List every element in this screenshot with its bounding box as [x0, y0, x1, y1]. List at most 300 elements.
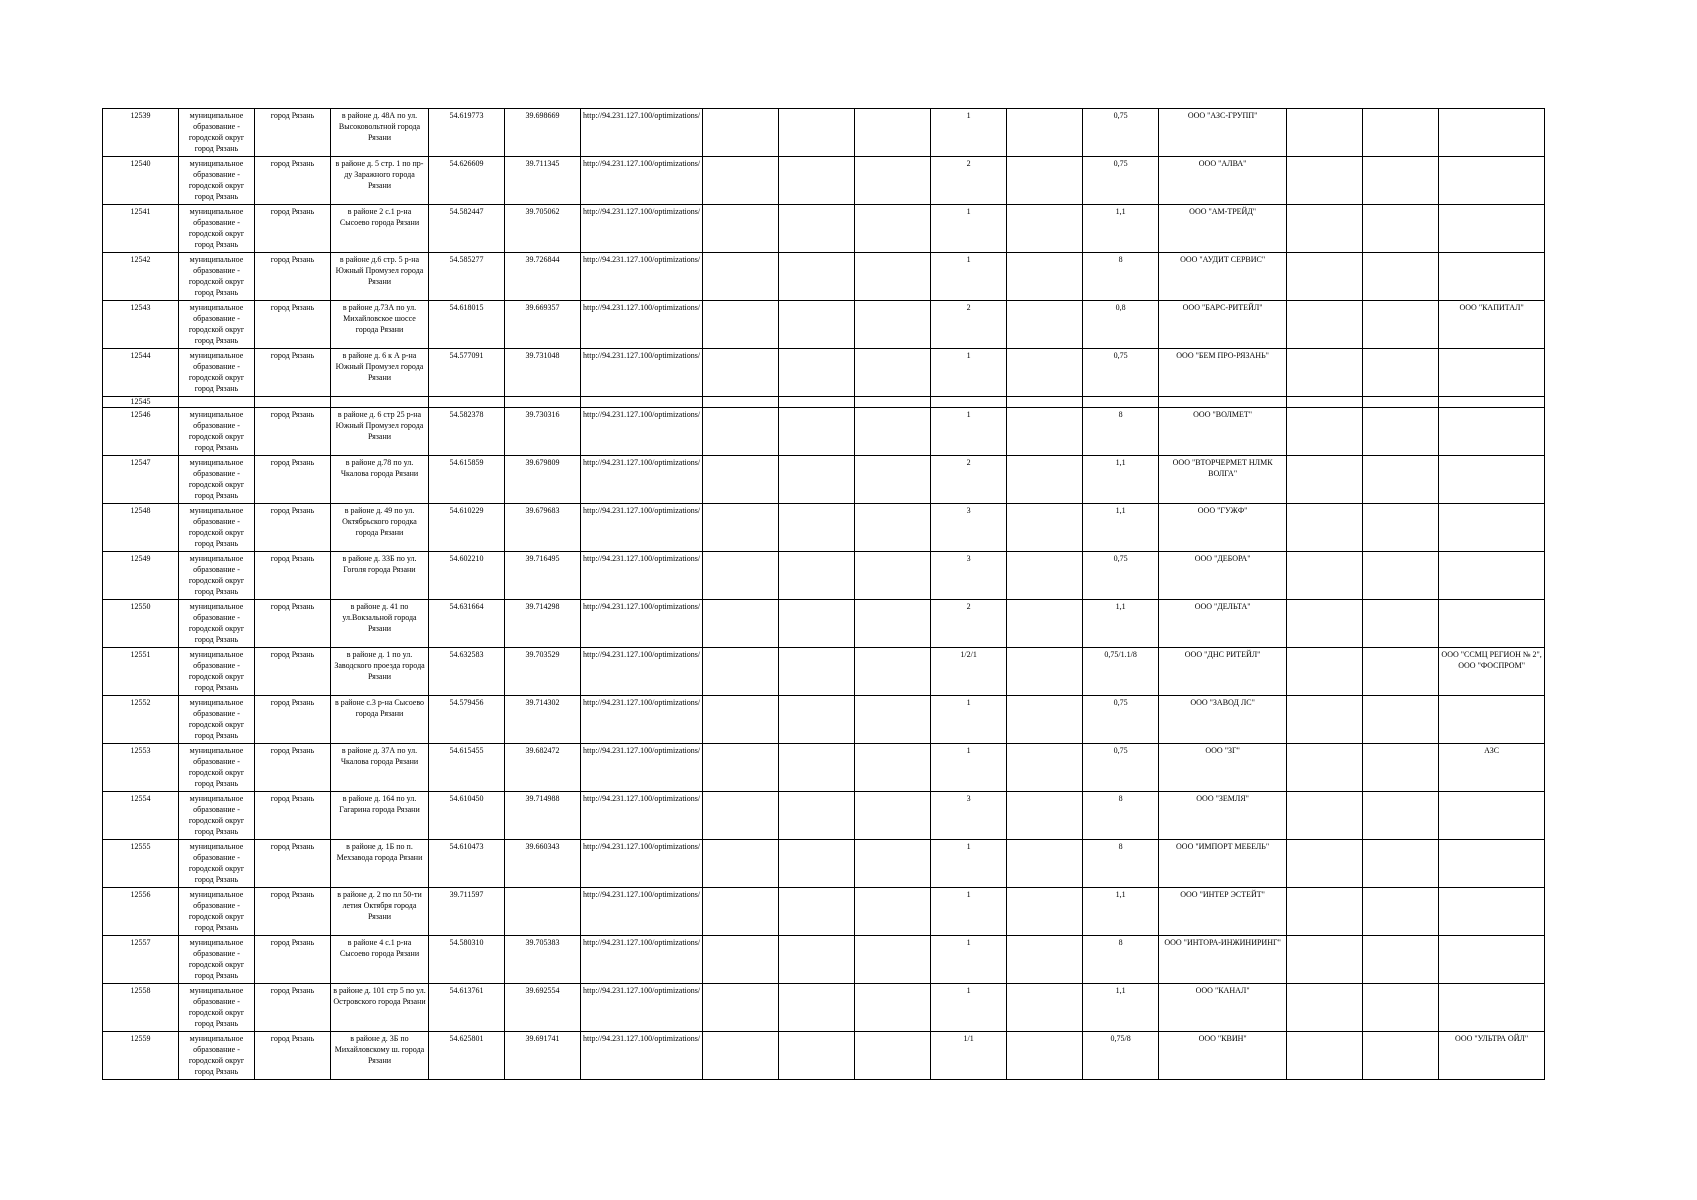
address-cell: в районе 2 с.1 р-на Сысоево города Рязани	[331, 205, 429, 253]
empty-cell	[1363, 408, 1439, 456]
empty-cell	[855, 157, 931, 205]
additional-org-cell	[1439, 696, 1545, 744]
table-row	[103, 157, 1545, 205]
empty-cell	[855, 888, 931, 936]
empty-cell	[1363, 349, 1439, 397]
empty-cell	[1287, 792, 1363, 840]
empty-cell	[779, 397, 855, 408]
container-volume-cell	[1083, 397, 1159, 408]
table-row	[103, 600, 1545, 648]
municipality-type-cell: муниципальное образование - городской округ город Рязань	[179, 984, 255, 1032]
empty-cell	[855, 205, 931, 253]
url-cell: http://94.231.127.100/optimizations/	[581, 888, 703, 936]
container-count-cell: 1	[931, 984, 1007, 1032]
empty-cell	[703, 456, 779, 504]
city-cell: город Рязань	[255, 157, 331, 205]
city-cell: город Рязань	[255, 1032, 331, 1080]
row-number-cell: 12539	[103, 109, 179, 157]
organization-cell: ООО "КВИН"	[1159, 1032, 1287, 1080]
city-cell: город Рязань	[255, 936, 331, 984]
container-volume-cell: 0,75/1.1/8	[1083, 648, 1159, 696]
empty-cell	[1287, 349, 1363, 397]
organization-cell: ООО "ЗЕМЛЯ"	[1159, 792, 1287, 840]
empty-cell	[855, 408, 931, 456]
city-cell: город Рязань	[255, 696, 331, 744]
additional-org-cell	[1439, 408, 1545, 456]
row-number-cell: 12546	[103, 408, 179, 456]
table-row	[103, 648, 1545, 696]
empty-cell	[1287, 984, 1363, 1032]
longitude-cell: 39.703529	[505, 648, 581, 696]
empty-cell	[703, 888, 779, 936]
empty-cell	[1007, 792, 1083, 840]
empty-cell	[703, 840, 779, 888]
empty-cell	[1287, 109, 1363, 157]
city-cell	[255, 397, 331, 408]
city-cell: город Рязань	[255, 648, 331, 696]
organization-cell: ООО "ГУЖФ"	[1159, 504, 1287, 552]
empty-cell	[703, 744, 779, 792]
empty-cell	[1007, 888, 1083, 936]
longitude-cell	[505, 888, 581, 936]
empty-cell	[855, 744, 931, 792]
url-cell: http://94.231.127.100/optimizations/	[581, 936, 703, 984]
latitude-cell: 54.626609	[429, 157, 505, 205]
url-cell: http://94.231.127.100/optimizations/	[581, 792, 703, 840]
empty-cell	[1363, 792, 1439, 840]
table-row	[103, 301, 1545, 349]
container-count-cell: 3	[931, 504, 1007, 552]
empty-cell	[1363, 648, 1439, 696]
url-cell: http://94.231.127.100/optimizations/	[581, 301, 703, 349]
container-volume-cell: 1,1	[1083, 600, 1159, 648]
municipality-type-cell: муниципальное образование - городской округ город Рязань	[179, 456, 255, 504]
row-number-cell: 12549	[103, 552, 179, 600]
empty-cell	[855, 840, 931, 888]
container-count-cell	[931, 397, 1007, 408]
city-cell: город Рязань	[255, 744, 331, 792]
municipality-type-cell: муниципальное образование - городской округ город Рязань	[179, 504, 255, 552]
additional-org-cell: ООО "УЛЬТРА ОЙЛ"	[1439, 1032, 1545, 1080]
registry-table	[102, 108, 1545, 1080]
table-row	[103, 504, 1545, 552]
empty-cell	[1363, 600, 1439, 648]
url-cell	[581, 397, 703, 408]
empty-cell	[703, 157, 779, 205]
organization-cell: ООО "ЗАВОД ЛС"	[1159, 696, 1287, 744]
empty-cell	[855, 984, 931, 1032]
container-volume-cell: 1,1	[1083, 456, 1159, 504]
municipality-type-cell: муниципальное образование - городской округ город Рязань	[179, 840, 255, 888]
latitude-cell: 54.632583	[429, 648, 505, 696]
empty-cell	[855, 109, 931, 157]
organization-cell: ООО "ВОЛМЕТ"	[1159, 408, 1287, 456]
empty-cell	[855, 253, 931, 301]
longitude-cell: 39.660343	[505, 840, 581, 888]
row-number-cell: 12545	[103, 397, 179, 408]
empty-cell	[855, 648, 931, 696]
empty-cell	[779, 552, 855, 600]
table-row	[103, 349, 1545, 397]
row-number-cell: 12555	[103, 840, 179, 888]
empty-cell	[1363, 936, 1439, 984]
longitude-cell: 39.698669	[505, 109, 581, 157]
url-cell: http://94.231.127.100/optimizations/	[581, 408, 703, 456]
empty-cell	[703, 205, 779, 253]
organization-cell: ООО "ДЕБОРА"	[1159, 552, 1287, 600]
empty-cell	[779, 1032, 855, 1080]
latitude-cell: 54.580310	[429, 936, 505, 984]
container-count-cell: 1/2/1	[931, 648, 1007, 696]
empty-cell	[1363, 109, 1439, 157]
empty-cell	[1007, 600, 1083, 648]
url-cell: http://94.231.127.100/optimizations/	[581, 109, 703, 157]
additional-org-cell	[1439, 792, 1545, 840]
container-count-cell: 1	[931, 253, 1007, 301]
container-count-cell: 3	[931, 552, 1007, 600]
additional-org-cell	[1439, 600, 1545, 648]
empty-cell	[779, 253, 855, 301]
row-number-cell: 12554	[103, 792, 179, 840]
container-count-cell: 1	[931, 109, 1007, 157]
empty-cell	[855, 349, 931, 397]
additional-org-cell	[1439, 504, 1545, 552]
url-cell: http://94.231.127.100/optimizations/	[581, 1032, 703, 1080]
empty-cell	[1007, 253, 1083, 301]
empty-cell	[703, 397, 779, 408]
url-cell: http://94.231.127.100/optimizations/	[581, 744, 703, 792]
container-count-cell: 2	[931, 456, 1007, 504]
url-cell: http://94.231.127.100/optimizations/	[581, 253, 703, 301]
container-volume-cell: 0,75/8	[1083, 1032, 1159, 1080]
table-row	[103, 1032, 1545, 1080]
container-count-cell: 3	[931, 792, 1007, 840]
container-volume-cell: 8	[1083, 408, 1159, 456]
additional-org-cell: АЗС	[1439, 744, 1545, 792]
address-cell: в районе д. 48А по ул. Высоковольтной города Рязани	[331, 109, 429, 157]
empty-cell	[703, 936, 779, 984]
additional-org-cell	[1439, 936, 1545, 984]
empty-cell	[1007, 109, 1083, 157]
organization-cell: ООО "АЛВА"	[1159, 157, 1287, 205]
empty-cell	[703, 984, 779, 1032]
row-number-cell: 12540	[103, 157, 179, 205]
empty-cell	[1007, 1032, 1083, 1080]
empty-cell	[779, 696, 855, 744]
municipality-type-cell: муниципальное образование - городской округ город Рязань	[179, 205, 255, 253]
city-cell: город Рязань	[255, 792, 331, 840]
address-cell: в районе д. 1 по ул. Заводского проезда города Рязани	[331, 648, 429, 696]
empty-cell	[703, 648, 779, 696]
row-number-cell: 12556	[103, 888, 179, 936]
address-cell: в районе д. 6 к А р-на Южный Промузел города Рязани	[331, 349, 429, 397]
empty-cell	[1007, 744, 1083, 792]
empty-cell	[855, 1032, 931, 1080]
row-number-cell: 12550	[103, 600, 179, 648]
table-row	[103, 984, 1545, 1032]
organization-cell: ООО "ЗГ"	[1159, 744, 1287, 792]
empty-cell	[1007, 984, 1083, 1032]
table-row	[103, 552, 1545, 600]
empty-cell	[779, 349, 855, 397]
organization-cell: ООО "БАРС-РИТЕЙЛ"	[1159, 301, 1287, 349]
empty-cell	[703, 552, 779, 600]
additional-org-cell	[1439, 253, 1545, 301]
additional-org-cell: ООО "ССМЦ РЕГИОН № 2", ООО "ФОСПРОМ"	[1439, 648, 1545, 696]
empty-cell	[1287, 157, 1363, 205]
latitude-cell: 54.577091	[429, 349, 505, 397]
longitude-cell: 39.705383	[505, 936, 581, 984]
empty-cell	[855, 552, 931, 600]
container-volume-cell: 0,75	[1083, 349, 1159, 397]
table-row	[103, 253, 1545, 301]
url-cell: http://94.231.127.100/optimizations/	[581, 552, 703, 600]
municipality-type-cell: муниципальное образование - городской округ город Рязань	[179, 600, 255, 648]
empty-cell	[703, 253, 779, 301]
city-cell: город Рязань	[255, 552, 331, 600]
container-volume-cell: 0,75	[1083, 109, 1159, 157]
municipality-type-cell: муниципальное образование - городской округ город Рязань	[179, 792, 255, 840]
additional-org-cell	[1439, 157, 1545, 205]
additional-org-cell	[1439, 109, 1545, 157]
row-number-cell: 12542	[103, 253, 179, 301]
latitude-cell: 54.613761	[429, 984, 505, 1032]
empty-cell	[855, 792, 931, 840]
additional-org-cell	[1439, 840, 1545, 888]
empty-cell	[779, 744, 855, 792]
empty-cell	[703, 696, 779, 744]
empty-cell	[855, 301, 931, 349]
row-number-cell: 12544	[103, 349, 179, 397]
row-number-cell: 12547	[103, 456, 179, 504]
additional-org-cell	[1439, 456, 1545, 504]
organization-cell: ООО "ДЕЛЬТА"	[1159, 600, 1287, 648]
address-cell: в районе д. 2 по пл 50-ти летия Октября города Рязани	[331, 888, 429, 936]
empty-cell	[855, 600, 931, 648]
empty-cell	[1363, 157, 1439, 205]
latitude-cell: 54.585277	[429, 253, 505, 301]
container-count-cell: 1	[931, 408, 1007, 456]
longitude-cell: 39.731048	[505, 349, 581, 397]
city-cell: город Рязань	[255, 600, 331, 648]
row-number-cell: 12553	[103, 744, 179, 792]
url-cell: http://94.231.127.100/optimizations/	[581, 504, 703, 552]
empty-cell	[779, 408, 855, 456]
additional-org-cell	[1439, 349, 1545, 397]
container-count-cell: 1	[931, 888, 1007, 936]
empty-cell	[1007, 205, 1083, 253]
url-cell: http://94.231.127.100/optimizations/	[581, 349, 703, 397]
latitude-cell: 54.618015	[429, 301, 505, 349]
latitude-cell: 54.619773	[429, 109, 505, 157]
url-cell: http://94.231.127.100/optimizations/	[581, 157, 703, 205]
organization-cell	[1159, 397, 1287, 408]
empty-cell	[703, 109, 779, 157]
row-number-cell: 12559	[103, 1032, 179, 1080]
empty-cell	[1363, 1032, 1439, 1080]
city-cell: город Рязань	[255, 456, 331, 504]
empty-cell	[1363, 888, 1439, 936]
city-cell: город Рязань	[255, 205, 331, 253]
empty-cell	[855, 936, 931, 984]
container-volume-cell: 8	[1083, 792, 1159, 840]
additional-org-cell	[1439, 205, 1545, 253]
table-row	[103, 408, 1545, 456]
latitude-cell: 54.610450	[429, 792, 505, 840]
empty-cell	[703, 600, 779, 648]
container-count-cell: 1	[931, 840, 1007, 888]
empty-cell	[1287, 600, 1363, 648]
empty-cell	[779, 600, 855, 648]
empty-cell	[779, 504, 855, 552]
empty-cell	[779, 792, 855, 840]
longitude-cell: 39.705062	[505, 205, 581, 253]
longitude-cell: 39.669357	[505, 301, 581, 349]
empty-cell	[779, 648, 855, 696]
latitude-cell: 54.579456	[429, 696, 505, 744]
address-cell: в районе с.3 р-на Сысоево города Рязани	[331, 696, 429, 744]
empty-cell	[1287, 408, 1363, 456]
url-cell: http://94.231.127.100/optimizations/	[581, 984, 703, 1032]
empty-cell	[703, 1032, 779, 1080]
container-volume-cell: 0,75	[1083, 744, 1159, 792]
address-cell: в районе д. 49 по ул. Октябрьского городка города Рязани	[331, 504, 429, 552]
longitude-cell	[505, 397, 581, 408]
additional-org-cell	[1439, 888, 1545, 936]
empty-cell	[1007, 552, 1083, 600]
latitude-cell: 54.582447	[429, 205, 505, 253]
address-cell: в районе д. 101 стр 5 по ул. Островского города Рязани	[331, 984, 429, 1032]
empty-cell	[1007, 504, 1083, 552]
municipality-type-cell: муниципальное образование - городской округ город Рязань	[179, 408, 255, 456]
row-number-cell: 12557	[103, 936, 179, 984]
empty-cell	[1007, 397, 1083, 408]
organization-cell: ООО "БЕМ ПРО-РЯЗАНЬ"	[1159, 349, 1287, 397]
empty-cell	[1287, 936, 1363, 984]
address-cell: в районе д. 164 по ул. Гагарина города Рязани	[331, 792, 429, 840]
city-cell: город Рязань	[255, 840, 331, 888]
city-cell: город Рязань	[255, 888, 331, 936]
latitude-cell: 39.711597	[429, 888, 505, 936]
row-number-cell: 12551	[103, 648, 179, 696]
empty-cell	[779, 984, 855, 1032]
empty-cell	[1363, 552, 1439, 600]
empty-cell	[1007, 936, 1083, 984]
longitude-cell: 39.691741	[505, 1032, 581, 1080]
empty-cell	[1287, 888, 1363, 936]
table-row	[103, 840, 1545, 888]
empty-cell	[1363, 456, 1439, 504]
empty-cell	[779, 205, 855, 253]
empty-cell	[779, 301, 855, 349]
container-count-cell: 1	[931, 744, 1007, 792]
empty-cell	[779, 840, 855, 888]
row-number-cell: 12543	[103, 301, 179, 349]
latitude-cell: 54.615455	[429, 744, 505, 792]
longitude-cell: 39.711345	[505, 157, 581, 205]
longitude-cell: 39.714298	[505, 600, 581, 648]
address-cell: в районе д.78 по ул. Чкалова города Рязани	[331, 456, 429, 504]
empty-cell	[779, 456, 855, 504]
empty-cell	[855, 696, 931, 744]
municipality-type-cell	[179, 397, 255, 408]
empty-cell	[1007, 349, 1083, 397]
table-row	[103, 456, 1545, 504]
container-volume-cell: 1,1	[1083, 888, 1159, 936]
empty-cell	[703, 504, 779, 552]
organization-cell: ООО "АЗС-ГРУПП"	[1159, 109, 1287, 157]
longitude-cell: 39.679683	[505, 504, 581, 552]
latitude-cell: 54.625801	[429, 1032, 505, 1080]
organization-cell: ООО "ИМПОРТ МЕБЕЛЬ"	[1159, 840, 1287, 888]
city-cell: город Рязань	[255, 408, 331, 456]
latitude-cell: 54.610473	[429, 840, 505, 888]
empty-cell	[1287, 744, 1363, 792]
municipality-type-cell: муниципальное образование - городской округ город Рязань	[179, 696, 255, 744]
additional-org-cell: ООО "КАПИТАЛ"	[1439, 301, 1545, 349]
container-volume-cell: 1,1	[1083, 504, 1159, 552]
latitude-cell: 54.615859	[429, 456, 505, 504]
empty-cell	[1007, 648, 1083, 696]
empty-cell	[703, 792, 779, 840]
empty-cell	[1287, 397, 1363, 408]
empty-cell	[1363, 253, 1439, 301]
additional-org-cell	[1439, 552, 1545, 600]
container-volume-cell: 8	[1083, 840, 1159, 888]
empty-cell	[1363, 301, 1439, 349]
empty-cell	[1287, 696, 1363, 744]
empty-cell	[1363, 205, 1439, 253]
empty-cell	[1363, 397, 1439, 408]
empty-cell	[1363, 984, 1439, 1032]
empty-cell	[1287, 648, 1363, 696]
url-cell: http://94.231.127.100/optimizations/	[581, 648, 703, 696]
municipality-type-cell: муниципальное образование - городской округ город Рязань	[179, 157, 255, 205]
organization-cell: ООО "ИНТОРА-ИНЖИНИРИНГ"	[1159, 936, 1287, 984]
empty-cell	[1007, 408, 1083, 456]
row-number-cell: 12541	[103, 205, 179, 253]
container-volume-cell: 1,1	[1083, 984, 1159, 1032]
container-volume-cell: 1,1	[1083, 205, 1159, 253]
latitude-cell: 54.631664	[429, 600, 505, 648]
empty-cell	[855, 456, 931, 504]
table-row	[103, 936, 1545, 984]
empty-cell	[855, 504, 931, 552]
address-cell	[331, 397, 429, 408]
latitude-cell: 54.602210	[429, 552, 505, 600]
container-count-cell: 1/1	[931, 1032, 1007, 1080]
table-row	[103, 792, 1545, 840]
empty-cell	[779, 936, 855, 984]
empty-cell	[1363, 744, 1439, 792]
municipality-type-cell: муниципальное образование - городской округ город Рязань	[179, 253, 255, 301]
municipality-type-cell: муниципальное образование - городской округ город Рязань	[179, 349, 255, 397]
empty-cell	[1287, 456, 1363, 504]
latitude-cell	[429, 397, 505, 408]
table-row	[103, 397, 1545, 408]
table-row	[103, 744, 1545, 792]
empty-cell	[1287, 205, 1363, 253]
empty-cell	[1287, 253, 1363, 301]
city-cell: город Рязань	[255, 301, 331, 349]
empty-cell	[1287, 552, 1363, 600]
organization-cell: ООО "ИНТЕР ЭСТЕЙТ"	[1159, 888, 1287, 936]
container-count-cell: 2	[931, 600, 1007, 648]
url-cell: http://94.231.127.100/optimizations/	[581, 205, 703, 253]
row-number-cell: 12558	[103, 984, 179, 1032]
address-cell: в районе д.73А по ул. Михайловское шоссе города Рязани	[331, 301, 429, 349]
url-cell: http://94.231.127.100/optimizations/	[581, 696, 703, 744]
